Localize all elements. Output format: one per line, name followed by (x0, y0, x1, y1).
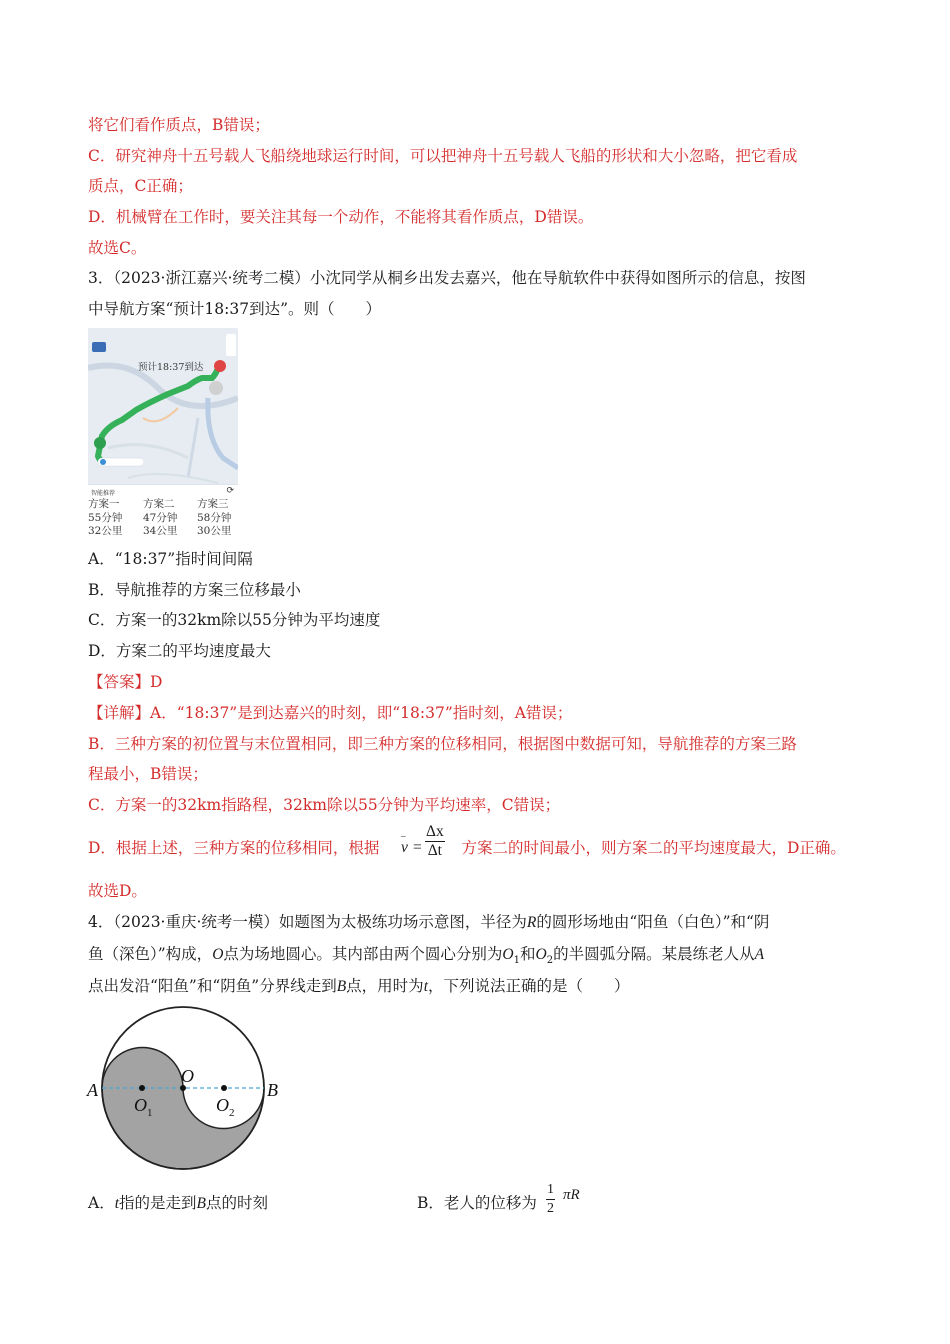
pi-r: πR (563, 1187, 580, 1203)
option-b: B．老人的位移为 (417, 1194, 537, 1212)
option-c: C．方案一的32km除以55分钟为平均速度 (88, 611, 381, 629)
label-o2-sub: 2 (229, 1107, 235, 1119)
navigation-map-image (88, 328, 238, 498)
label-o1: O (134, 1095, 147, 1115)
detail-line: B．三种方案的初位置与末位置相同，即三种方案的位移相同，根据图中数据可知，导航推荐的方案三路 (88, 735, 797, 753)
option-b: B．导航推荐的方案三位移最小 (88, 581, 301, 599)
option-d: D．方案二的平均速度最大 (88, 642, 271, 660)
half-fraction: $\frac{1}{2}$ (547, 1182, 554, 1216)
label-b: B (267, 1080, 278, 1100)
map-bottom-bar (88, 484, 238, 499)
detail-line: 【详解】A．“18:37”是到达嘉兴的时刻，即“18:37”指时刻，A错误； (88, 704, 573, 722)
question-3-stem: 中导航方案“预计18:37到达”。则（ ） (88, 300, 382, 318)
plan-one: 方案一 55分钟 32公里 (88, 498, 123, 537)
taiji-diagram (85, 1005, 305, 1185)
label-a: A (87, 1080, 98, 1100)
text-line: 故选C。 (88, 239, 147, 257)
detail-line-formula: D．根据上述，三种方案的位移相同，根据 方案二的时间最小，则方案二的平均速度最大，D正确。 (88, 839, 846, 857)
text-line: C．研究神舟十五号载人飞船绕地球运行时间，可以把神舟十五号载人飞船的形状和大小忽略，把它看成 (88, 147, 798, 165)
question-3-stem: 3．（2023·浙江嘉兴·统考二模）小沈同学从桐乡出发去嘉兴，他在导航软件中获得如图所示的信息，按图 (88, 269, 806, 287)
question-4-stem: 4．（2023·重庆·统考一模）如题图为太极练功场示意图，半径为R的圆形场地由“阳鱼（白色）”和“阴 (88, 913, 770, 931)
text-line: 质点，C正确； (88, 177, 193, 195)
point-o1 (139, 1085, 145, 1091)
text-line: 将它们看作质点，B错误； (88, 116, 270, 134)
recommend-label: 智能推荐 (91, 490, 116, 497)
detail-line: 程最小，B错误； (88, 765, 208, 783)
label-o2: O (216, 1095, 229, 1115)
question-4-stem: 点出发沿“阳鱼”和“阴鱼”分界线走到B点，用时为t，下列说法正确的是（ ） (88, 977, 630, 995)
text-line: D．机械臂在工作时，要关注其每一个动作，不能将其看作质点，D错误。 (88, 208, 594, 226)
arrival-label: 预计18:37到达 (138, 362, 204, 373)
answer-line: 【答案】D (88, 673, 163, 691)
plan-two: 方案二 47分钟 34公里 (143, 498, 178, 537)
label-o: O (181, 1066, 194, 1086)
detail-line: C．方案一的32km指路程，32km除以55分钟为平均速率，C错误； (88, 796, 561, 814)
refresh-icon: ⟳ (226, 486, 234, 496)
option-a: A．“18:37”指时间间隔 (88, 550, 253, 568)
detail-line: 故选D。 (88, 882, 147, 900)
option-a: A．t指的是走到B点的时刻 (88, 1194, 269, 1212)
average-velocity-formula: – v = $\frac{\Delta x}{\Delta t}$ (401, 823, 444, 859)
question-4-stem: 鱼（深色）”构成，O点为场地圆心。其内部由两个圆心分别为$O_1$和$O_2$的半圆弧分隔。某晨练老人从A (88, 945, 765, 967)
label-o1-sub: 1 (147, 1107, 153, 1119)
point-o2 (221, 1085, 227, 1091)
plan-three: 方案三 58分钟 30公里 (197, 498, 232, 537)
